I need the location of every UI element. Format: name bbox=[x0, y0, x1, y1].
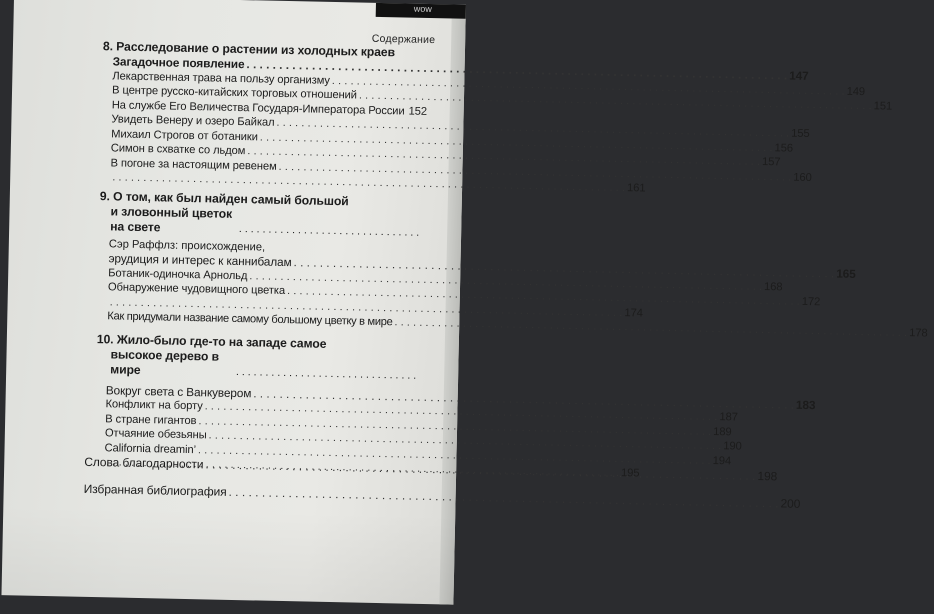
toc-entry-acknowledgements: Слова благодарности . . . 198 bbox=[84, 449, 416, 483]
chapter-9 bbox=[97, 189, 420, 331]
chapter-title: 10. Жило-было где-то на западе самое bbox=[97, 332, 417, 354]
toc-entry-line: Сэр Раффлз: происхождение, bbox=[99, 237, 419, 258]
toc-entry: . . . 174 bbox=[97, 295, 417, 316]
chapter-title: 8. Расследование о растении из холодных краев bbox=[103, 39, 423, 61]
table-of-contents bbox=[94, 39, 423, 476]
chapter-8 bbox=[100, 39, 423, 191]
toc-entry: Михаил Строгов от ботаники . . . 156 bbox=[101, 127, 421, 148]
toc-entry: Отчаяние обезьяны . . . 190 bbox=[95, 426, 415, 447]
chapter-title-line-2: высокое дерево в мире . . . . . . . . . . . . . . . . . . . . . . . . . . . . . . . bbox=[96, 347, 417, 384]
toc-entry: Конфликт на борту . . . 187 bbox=[95, 397, 415, 418]
toc-entry: Загадочное появление . . . 147 bbox=[103, 54, 423, 75]
toc-entry: эрудиция и интерес к каннибалам . . . 165 bbox=[98, 251, 418, 272]
previous-page-strip bbox=[376, 3, 466, 19]
running-head: Содержание bbox=[372, 33, 436, 46]
toc-entry: . . . 161 bbox=[100, 170, 420, 191]
toc-entry: На службе Его Величества Государя-Императора России . . . 152 bbox=[102, 98, 422, 119]
leader-dots bbox=[394, 315, 907, 340]
toc-entry: . . . 195 bbox=[94, 455, 414, 476]
toc-entry: Ботаник-одиночка Арнольд . . . 168 bbox=[98, 266, 418, 287]
toc-entry: Увидеть Венеру и озеро Байкал . . . 155 bbox=[101, 112, 421, 133]
toc-entry: Как придумали название самому большому цветку в мире . . . 178 bbox=[97, 309, 417, 330]
book-page bbox=[1, 0, 465, 605]
back-matter bbox=[83, 449, 416, 510]
toc-entry: California dreamin’ . . . 194 bbox=[94, 441, 414, 462]
toc-entry: В центре русско-китайских торговых отношений . . . 151 bbox=[102, 83, 422, 104]
toc-entry: Симон в схватке со льдом . . . 157 bbox=[101, 141, 421, 162]
toc-entry: В стране гигантов . . . 189 bbox=[95, 412, 415, 433]
page-shadow bbox=[1, 505, 455, 604]
chapter-title: 9. О том, как был найден самый большой bbox=[100, 189, 420, 211]
toc-entry: Лекарственная трава на пользу организму . . . 149 bbox=[102, 69, 422, 90]
chapter-title-line-2: и зловонный цветок на свете . . . . . . . . . . . . . . . . . . . . . . . . . . . . . . . bbox=[99, 204, 420, 241]
toc-entry: Вокруг света с Ванкувером . . . 183 bbox=[96, 383, 416, 404]
toc-entry: В погоне за настоящим ревенем . . . 160 bbox=[100, 156, 420, 177]
toc-entry-bibliography: Избранная библиография . . . 200 bbox=[83, 476, 415, 510]
leader-dots: . . . . . . . . . . . . . . . . . . . . . . . . . . . . . . . bbox=[236, 364, 417, 383]
leader-dots: . . . . . . . . . . . . . . . . . . . . . . . . . . . . . . . bbox=[239, 222, 420, 241]
previous-page-fragment: wow bbox=[414, 4, 432, 14]
toc-entry: Обнаружение чудовищного цветка . . . 172 bbox=[98, 280, 418, 301]
